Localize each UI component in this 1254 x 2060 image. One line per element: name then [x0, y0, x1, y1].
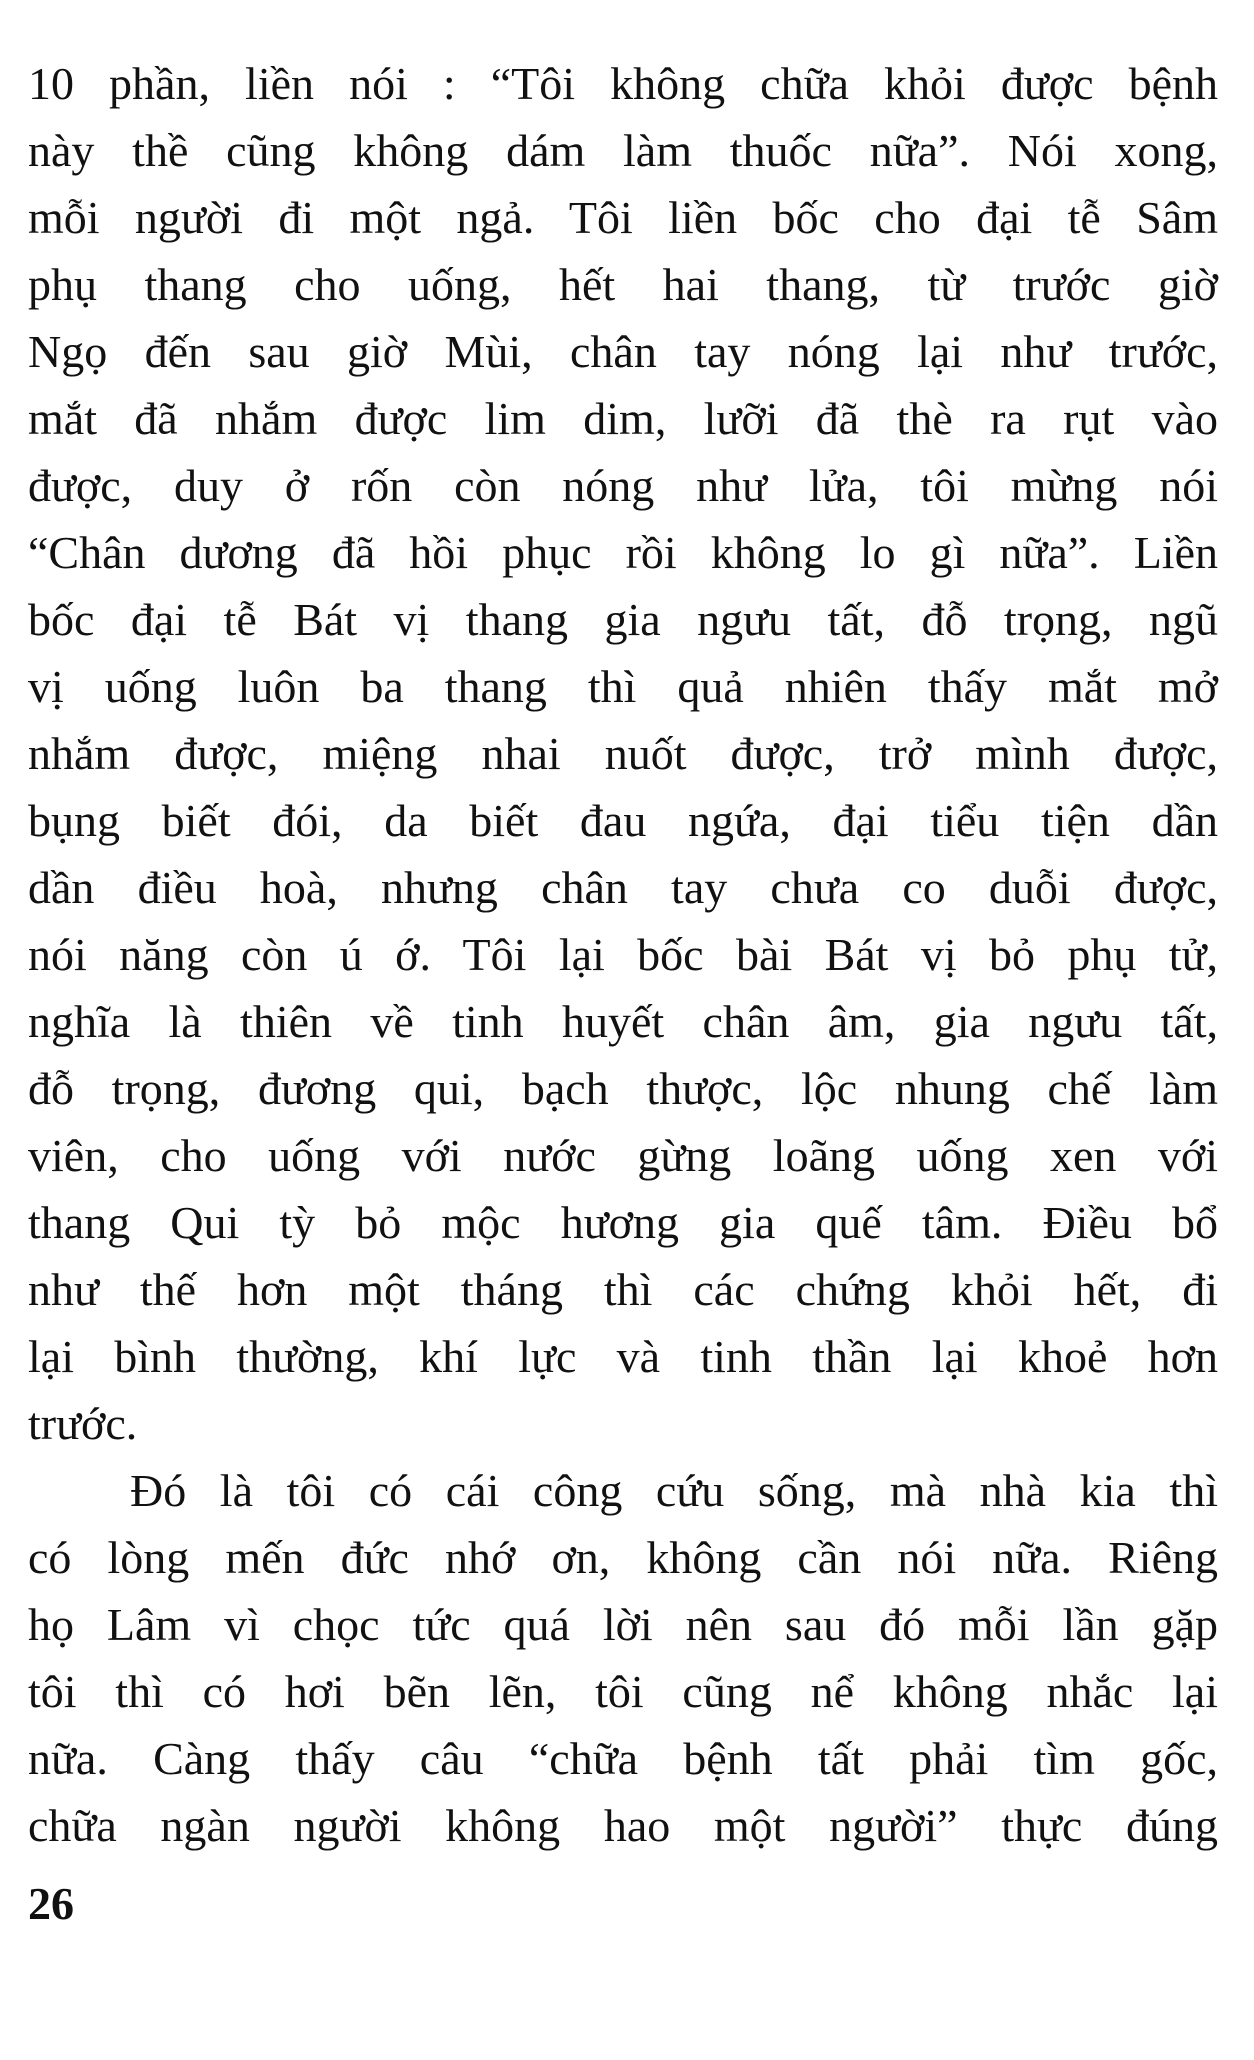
text-line: vị uống luôn ba thang thì quả nhiên thấy mắt mở: [28, 661, 1218, 712]
text-line: viên, cho uống với nước gừng loãng uống xen với: [28, 1130, 1218, 1181]
text-line: đỗ trọng, đương qui, bạch thược, lộc nhung chế làm: [28, 1063, 1218, 1114]
text-line: mắt đã nhắm được lim dim, lưỡi đã thè ra rụt vào: [28, 393, 1218, 444]
text-line: được, duy ở rốn còn nóng như lửa, tôi mừng nói: [28, 460, 1218, 511]
text-line: trước.: [28, 1398, 138, 1449]
text-line: nhắm được, miệng nhai nuốt được, trở mình được,: [28, 728, 1218, 779]
text-line: này thề cũng không dám làm thuốc nữa”. Nói xong,: [28, 125, 1218, 176]
text-line: bụng biết đói, da biết đau ngứa, đại tiểu tiện dần: [28, 795, 1218, 846]
text-line: 10 phần, liền nói : “Tôi không chữa khỏi được bệnh: [28, 58, 1218, 109]
text-line: dần điều hoà, nhưng chân tay chưa co duỗi được,: [28, 862, 1218, 913]
text-line: họ Lâm vì chọc tức quá lời nên sau đó mỗi lần gặp: [28, 1599, 1218, 1650]
page-number: 26: [28, 1878, 74, 1929]
text-line: chữa ngàn người không hao một người” thực đúng: [28, 1800, 1218, 1851]
text-line: nữa. Càng thấy câu “chữa bệnh tất phải tìm gốc,: [28, 1733, 1218, 1784]
text-line: lại bình thường, khí lực và tinh thần lại khoẻ hơn: [28, 1331, 1218, 1382]
text-line: phụ thang cho uống, hết hai thang, từ trước giờ: [28, 259, 1218, 310]
text-line: bốc đại tễ Bát vị thang gia ngưu tất, đỗ trọng, ngũ: [28, 594, 1218, 645]
text-line: Ngọ đến sau giờ Mùi, chân tay nóng lại như trước,: [28, 326, 1218, 377]
text-line: nghĩa là thiên về tinh huyết chân âm, gia ngưu tất,: [28, 996, 1218, 1047]
text-line: “Chân dương đã hồi phục rồi không lo gì nữa”. Liền: [28, 527, 1218, 578]
text-line: như thế hơn một tháng thì các chứng khỏi hết, đi: [28, 1264, 1218, 1315]
text-line: Đó là tôi có cái công cứu sống, mà nhà kia thì: [130, 1465, 1218, 1516]
text-line: tôi thì có hơi bẽn lẽn, tôi cũng nể không nhắc lại: [28, 1666, 1218, 1717]
text-line: nói năng còn ú ớ. Tôi lại bốc bài Bát vị bỏ phụ tử,: [28, 929, 1218, 980]
text-line: mỗi người đi một ngả. Tôi liền bốc cho đại tễ Sâm: [28, 192, 1218, 243]
text-line: có lòng mến đức nhớ ơn, không cần nói nữa. Riêng: [28, 1532, 1218, 1583]
body-text: [28, 50, 1218, 1859]
text-line: thang Qui tỳ bỏ mộc hương gia quế tâm. Điều bổ: [28, 1197, 1218, 1248]
